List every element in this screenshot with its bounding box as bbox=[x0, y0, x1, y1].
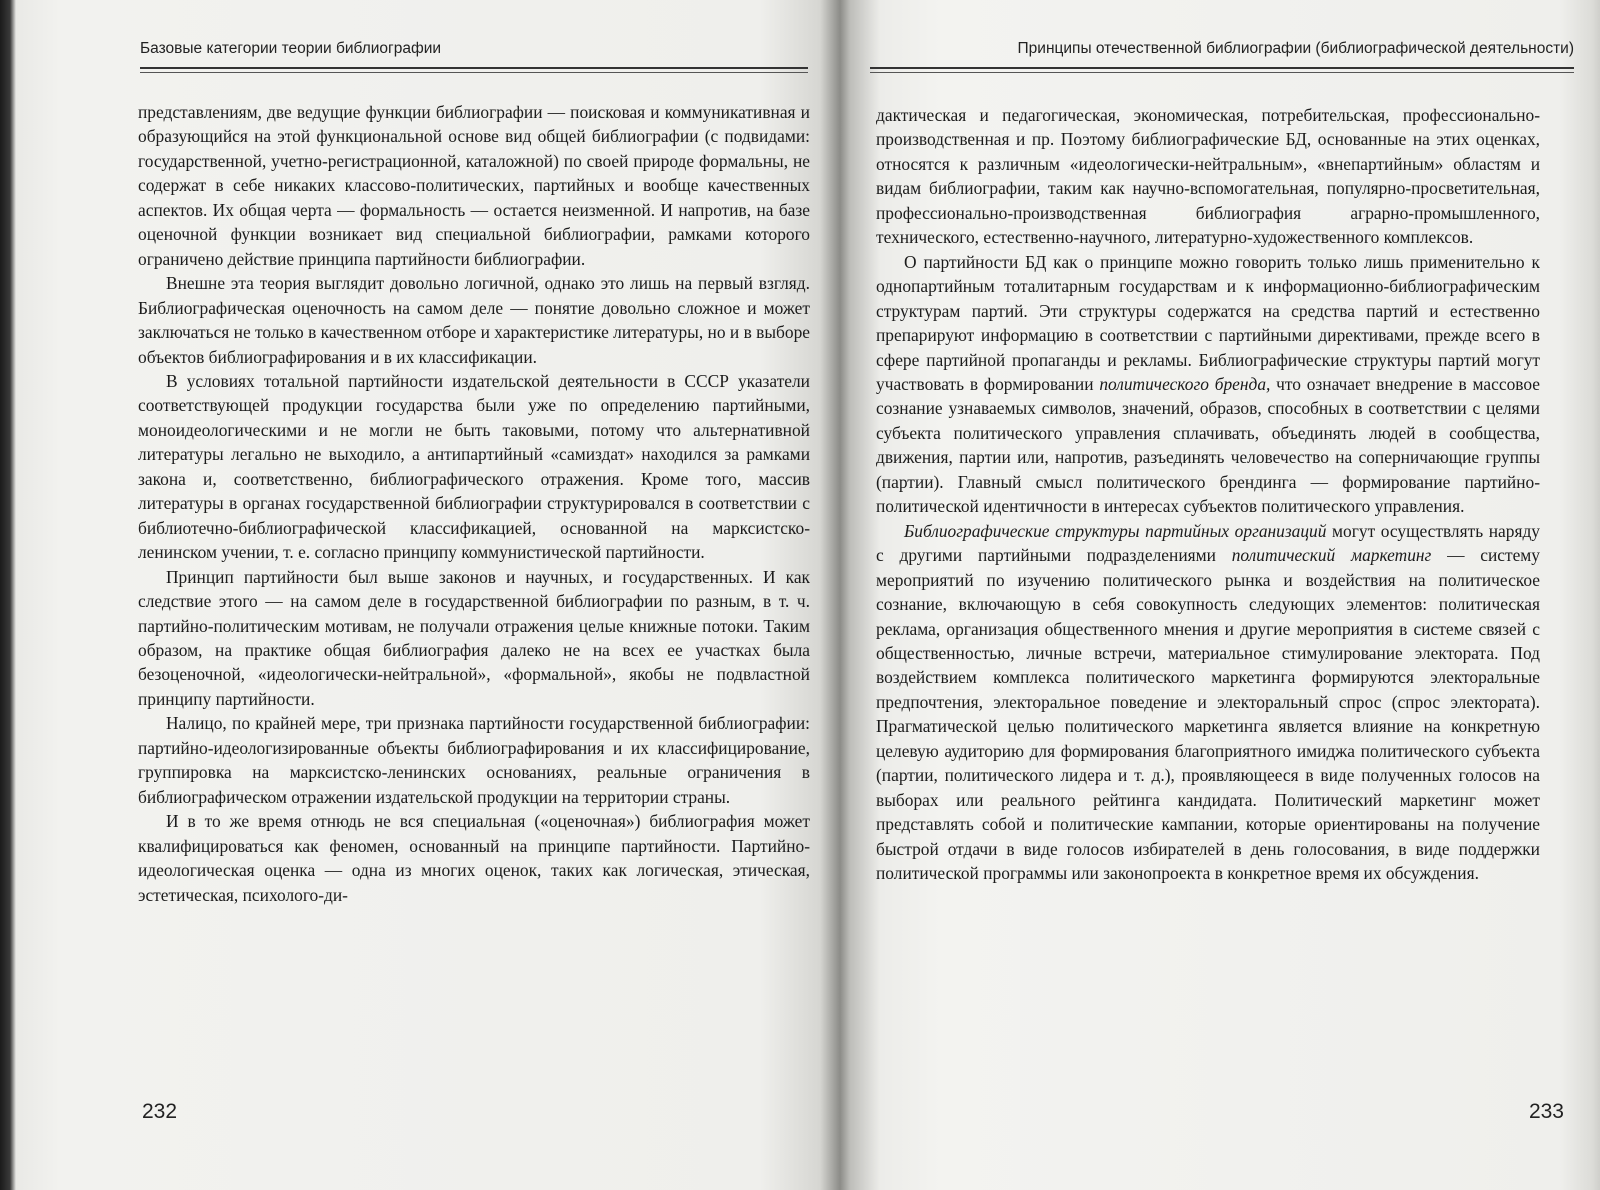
paragraph: представлениям, две ведущие функции библиографии — поисковая и коммуникативная и образующийся на этой функциональной основе вид общей библиографии (с подвидами: государственной, учетно-регистрационной, каталожной) по своей природе формальны, не содержат в себе никаких классово-политических, партийных и вообще качественных аспектов. Их общая черта — формальность — остается неизменной. И напротив, на базе оценочной функции возникает вид специальной библиографии, рамками которого ограничено действие принципа партийности библиографии. bbox=[138, 102, 810, 269]
text-run: что означает внедрение в массовое сознание узнаваемых символов, значений, образов, способных в соответствии с целями субъекта политического управления сплачивать, объединять людей в сообщества, движения, партии или, напротив, разъединять человечество на соперничающие группы (партии). Главный смысл политического брендинга — формирование партийно-политической идентичности в интересах субъектов политического управления. bbox=[876, 373, 1540, 517]
paragraph: В условиях тотальной партийности издательской деятельности в СССР указатели соответствующей продукции государства были уже по определению партийными, моноидеологическими и не могли не быть таковыми, потому что альтернативной литературы легально не выходило, а антипартийный «самиздат» находился за рамками закона и, соответственно, библиографического отражения. Кроме того, массив литературы в органах государственной библиографии структурировался в соответствии с библиотечно-библиографической классификацией, основанной на марксистско-ленинском учении, т. е. согласно принципу коммунистической партийности. bbox=[138, 370, 810, 563]
right-page-body bbox=[876, 103, 1540, 886]
header-rule-thin bbox=[870, 72, 1574, 73]
paragraph bbox=[876, 250, 1540, 519]
italic-term: политического бренда, bbox=[1099, 373, 1271, 394]
italic-term: Библиографические структуры партийных организаций bbox=[904, 520, 1327, 541]
running-head-right bbox=[870, 40, 1574, 70]
left-page-body bbox=[138, 100, 810, 907]
text-run: — систему мероприятий по изучению политического рынка и воздействия на политическое сознание, включающую в себя совокупность следующих элементов: политическая реклама, организация общественного мнения и другие мероприятия в системе связей с общественностью, личные встречи, материальное стимулирование электората. Под воздействием комплекса политического маркетинга формируются электоральные предпочтения, электоральное поведение и электоральный спрос (спрос электората). Прагматической целью политического маркетинга является влияние на конкретную целевую аудиторию для формирования благоприятного имиджа политического субъекта (партии, политического лидера и т. д.), проявляющееся в виде полученных голосов на выборах или реального рейтинга кандидата. Политический маркетинг может представлять собой и политические кампании, которые ориентированы на получение быстрой отдачи в виде голосов избирателей в день голосования, в виде поддержки политической программы или законопроекта в конкретное время их обсуждения. bbox=[876, 545, 1540, 884]
header-rule bbox=[870, 67, 1574, 69]
page-number-right: 233 bbox=[1528, 1100, 1564, 1123]
paragraph: И в то же время отнюдь не вся специальная («оценочная») библиография может квалифицироваться как феномен, основанный на принципе партийности. Партийно-идеологическая оценка — одна из многих оценок, таких как логическая, этическая, эстетическая, психолого-ди- bbox=[138, 811, 810, 905]
paragraph: Налицо, по крайней мере, три признака партийности государственной библиографии: партийно-идеологизированные объекты библиографирования и их классифицирование, группировка на марксистско-ленинских основаниях, реальные ограничения в библиографическом отражении издательской продукции на территории страны. bbox=[138, 713, 810, 807]
paragraph: Внешне эта теория выглядит довольно логичной, однако это лишь на первый взгляд. Библиографическая оценочность на самом деле — понятие довольно сложное и может заключаться не только в качественном отборе и характеристике литературы, но и в выборе объектов библиографирования и в их классификации. bbox=[138, 273, 810, 367]
paragraph: дактическая и педагогическая, экономическая, потребительская, профессионально-производственная и пр. Поэтому библиографические БД, основанные на этих оценках, относятся к различным «идеологически-нейтральным», «внепартийным» областям и видам библиографии, таким как научно-вспомогательная, популярно-просветительная, профессионально-производственная библиография аграрно-промышленного, технического, естественно-научного, литературно-художественного комплексов. bbox=[876, 105, 1540, 248]
paragraph bbox=[876, 519, 1540, 886]
running-head-right-text: Принципы отечественной библиографии (библиографической деятельности) bbox=[1017, 40, 1574, 57]
running-head-left bbox=[140, 40, 808, 70]
italic-term: политический маркетинг bbox=[1231, 545, 1432, 566]
header-rule bbox=[140, 67, 808, 69]
page-number-left: 232 bbox=[142, 1100, 178, 1123]
header-rule-thin bbox=[140, 72, 808, 73]
right-page bbox=[850, 0, 1594, 1190]
paragraph: Принцип партийности был выше законов и научных, и государственных. И как следствие этого — на самом деле в государственной библиографии по разным, в т. ч. партийно-политическим мотивам, не получали отражения целые книжные потоки. Таким образом, на практике общая библиография далеко не на всех ее участках была безоценочной, «идеологически-нейтральной», «формальной», якобы не подвластной принципу партийности. bbox=[138, 566, 810, 709]
text-run: могут осуществлять наряду с другими партийными подразделениями bbox=[876, 520, 1540, 566]
text-run: О партийности БД как о принципе можно говорить только лишь применительно к однопартийным тоталитарным государствам и к информационно-библиографическим структурам партий. Эти структуры содержатся на средства партий и естественно препарируют информацию в соответствии с партийными директивами, прежде всего в сфере партийной пропаганды и рекламы. Библиографические структуры партий могут участвовать в формировании bbox=[876, 251, 1540, 394]
running-head-left-text: Базовые категории теории библиографии bbox=[140, 40, 442, 57]
left-page bbox=[16, 0, 840, 1190]
